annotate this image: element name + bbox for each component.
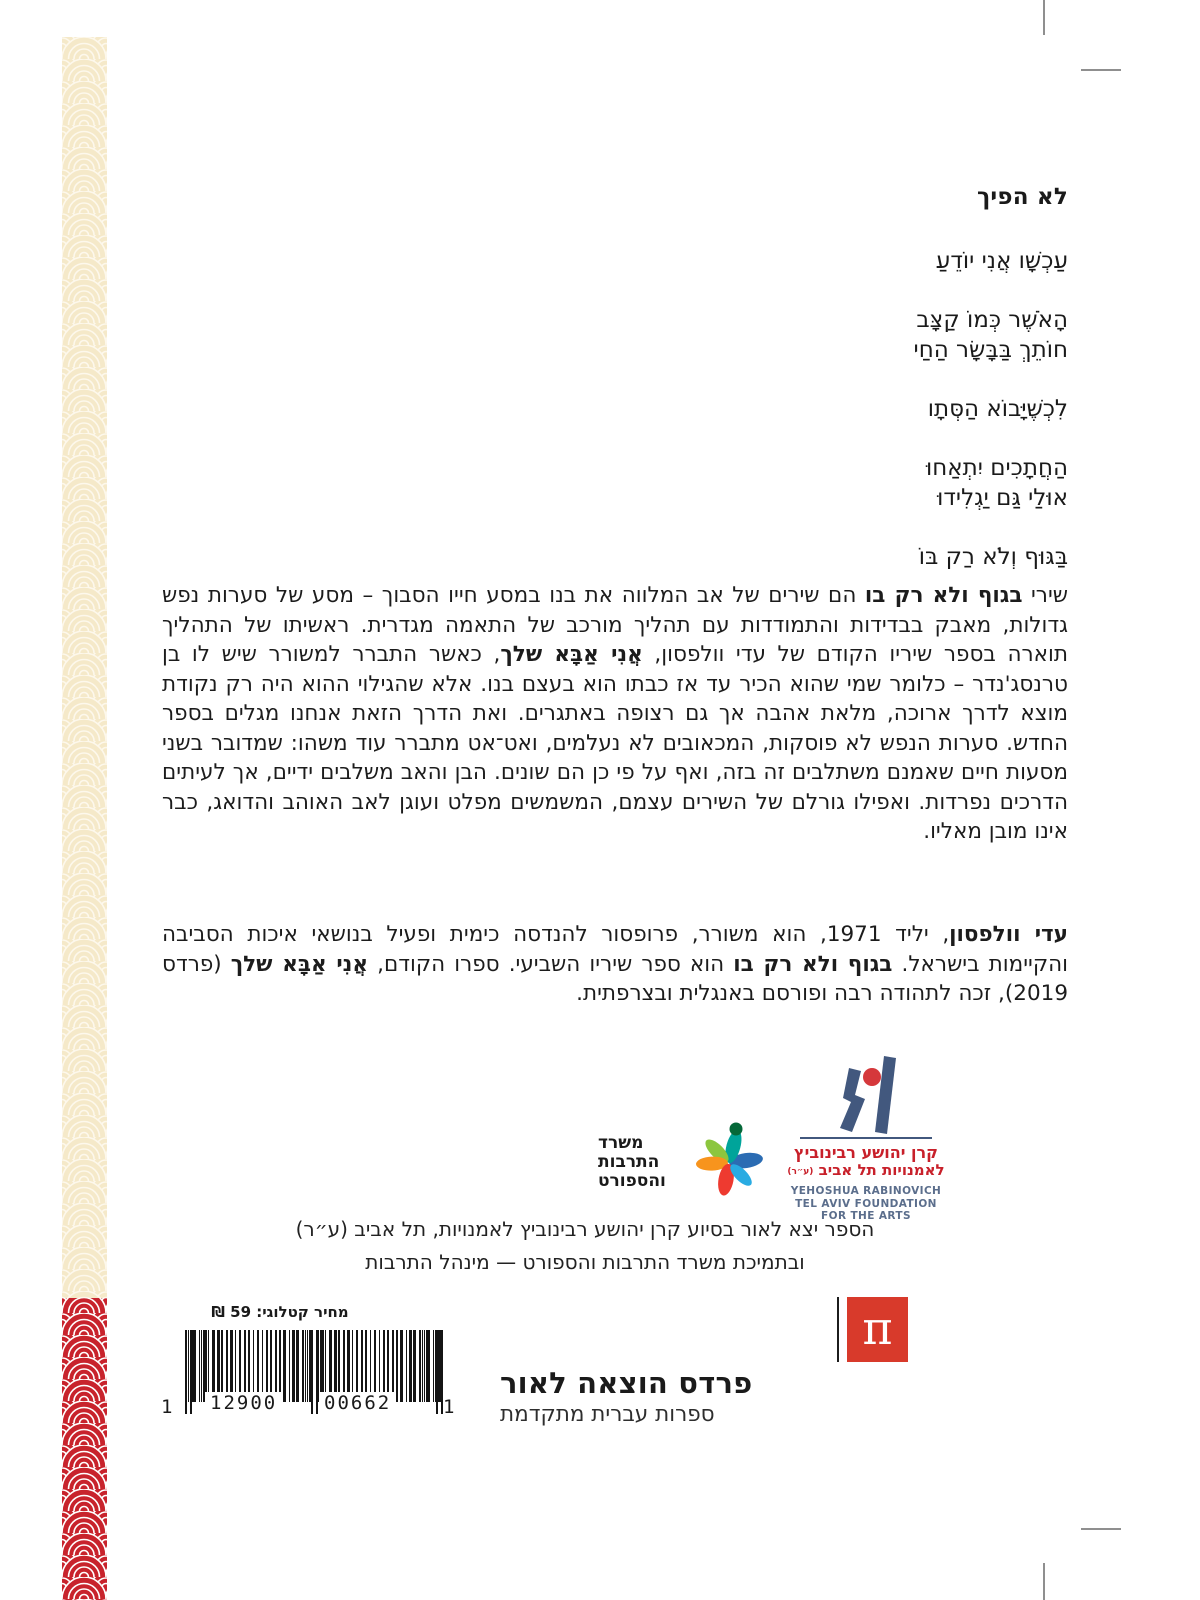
barcode-guard-bar [436,1330,438,1414]
poem-line: אוּלַי גַּם יַגְלִידוּ [937,485,1068,511]
crop-mark [1043,1563,1045,1600]
support-note [150,1213,1020,1279]
foundation-english-line: YEHOSHUA RABINOVICH [790,1185,942,1197]
poem-line: בַּגּוּף וְלֹא רַק בּוֹ [918,544,1068,570]
poem-stanza [300,394,1068,424]
poem-line: הַחֲתָכִים יִתְאַחוּ [926,455,1068,481]
foundation-amuta-mark: (ע״ר) [787,1167,814,1177]
barcode-guard-bar [316,1330,318,1414]
text-run: הוא ספר שיריו השביעי. ספרו הקודם, [368,951,734,977]
ministry-of-culture-label [598,1134,698,1191]
ministry-line: והספורט [598,1171,666,1191]
poem-stanza [300,453,1068,513]
foundation-name-hebrew: קרן יהושע רבינוביץ [794,1143,938,1162]
barcode-digit: 1 [161,1396,175,1418]
pi-glyph: π [862,1300,893,1355]
barcode-digits-group: 12900 [205,1392,282,1414]
catalog-price: מחיר קטלוגי: 59 ₪ [211,1303,349,1321]
ministry-culture-star-icon [696,1118,766,1196]
book-title-run: אֲנִי אַבָּא שלך [230,951,369,977]
description-paragraph [162,581,1068,847]
text-run: הם שירים של אב המלווה את בנו במסע חייו הסבוך – מסע של סערות נפש גדולות, מאבק בבדידות והתמודדות עם תהליך מורכב של התאמה מגדרית. ראשיתו של התהליך תוארה בספר שיריו הקודם של עדי וולפסון, [162,583,1068,667]
publisher-name: פרדס הוצאה לאור [500,1366,753,1400]
poem-line: הָאֹשֶׁר כְּמוֹ קַצָּב [916,307,1068,333]
foundation-divider-rule [800,1137,932,1139]
support-line: הספר יצא לאור בסיוע קרן יהושע רבינוביץ לאמנויות, תל אביב (ע״ר) [295,1217,875,1241]
rabinovich-foundation-logo [780,1056,952,1223]
text-run: , יליד 1971, הוא משורר, פרופסור להנדסה כימית ופעיל בנושאי איכות הסביבה והקיימות בישראל. [162,922,1068,977]
author-bio-paragraph [162,920,1068,1009]
poem-section [162,184,1068,601]
text-run: שירי [1022,583,1068,608]
barcode-guard-bar [185,1330,187,1414]
crop-mark [1081,1528,1121,1530]
book-title-run: בגוף ולא רק בו [733,951,893,977]
book-title-run: בגוף ולא רק בו [864,583,1023,608]
ministry-line: משרד [598,1133,644,1153]
poem-line: עַכְשָׁו אֲנִי יוֹדֵעַ [935,248,1068,274]
barcode-guard-bar [190,1330,192,1414]
support-line: ובתמיכת משרד התרבות והספורט — מינהל התרבות [365,1250,805,1274]
publisher-tagline: ספרות עברית מתקדמת [500,1402,715,1427]
poem-stanza [300,542,1068,572]
seigaiha-wave-strip [62,37,107,1600]
crop-mark [1081,69,1121,71]
foundation-english-line: FOR THE ARTS [821,1210,911,1222]
poem-stanza [300,305,1068,365]
poem-title: לא הפיך [976,184,1068,210]
barcode [161,1330,457,1420]
book-title-run: אֲנִי אַבָּא שלך [500,642,643,667]
foundation-english-line: TEL AVIV FOUNDATION [795,1197,937,1210]
publisher-divider-line [837,1297,839,1362]
barcode-digits-group: 00662 [319,1392,396,1414]
crop-mark [1043,0,1045,35]
author-name-run: עדי וולפסון [949,922,1069,947]
poem-stanza [300,246,1068,276]
ministry-line: התרבות [598,1152,660,1172]
text-run: , כאשר התברר למשורר שיש לו בן טרנסג'נדר – כלומר שמי שהוא הכיר עד אז כבתו הוא בעצם בנו. אלא שהגילוי ההוא היה רק נקודת מוצא לדרך ארוכה, מלאת אהבה אך גם רצופה באתגרים. ואת הדרך הזאת אנחנו מגלים בספר החדש. סערות הנפש לא פוסקות, המכאובים לא נעלמים, ואט־אט מתברר עוד משהו: שמדובר בשני מסעות חיים שאמנם משתלבים זה בזה, ואף על פי כן הם שונים. הבן והאב משלבים ידיים, אך לעיתים הדרכים נפרדות. ואפילו גורלם של השירים עצמם, המשמשים מפלט ועוגן לאב האוהב והדואג, כבר אינו מובן מאליו. [162,642,1068,844]
foundation-subname-text: לאמנויות תל אביב [818,1161,945,1179]
pardes-pi-logo [847,1297,908,1362]
poem-line: חוֹתֵךְ בַּבָּשָׂר הַחַי [913,337,1068,363]
barcode-guard-bar [311,1330,313,1414]
text-run: (פרדס 2019), זכה לתהודה רבה ופורסם באנגלית ובצרפתית. [162,951,1068,1006]
barcode-digit: 1 [443,1396,457,1418]
rabinovich-foundation-mark-icon [824,1056,908,1134]
poem-line: לִכְשֶׁיָּבוֹא הַסְּתָו [927,396,1068,422]
foundation-subname-hebrew [780,1162,952,1181]
